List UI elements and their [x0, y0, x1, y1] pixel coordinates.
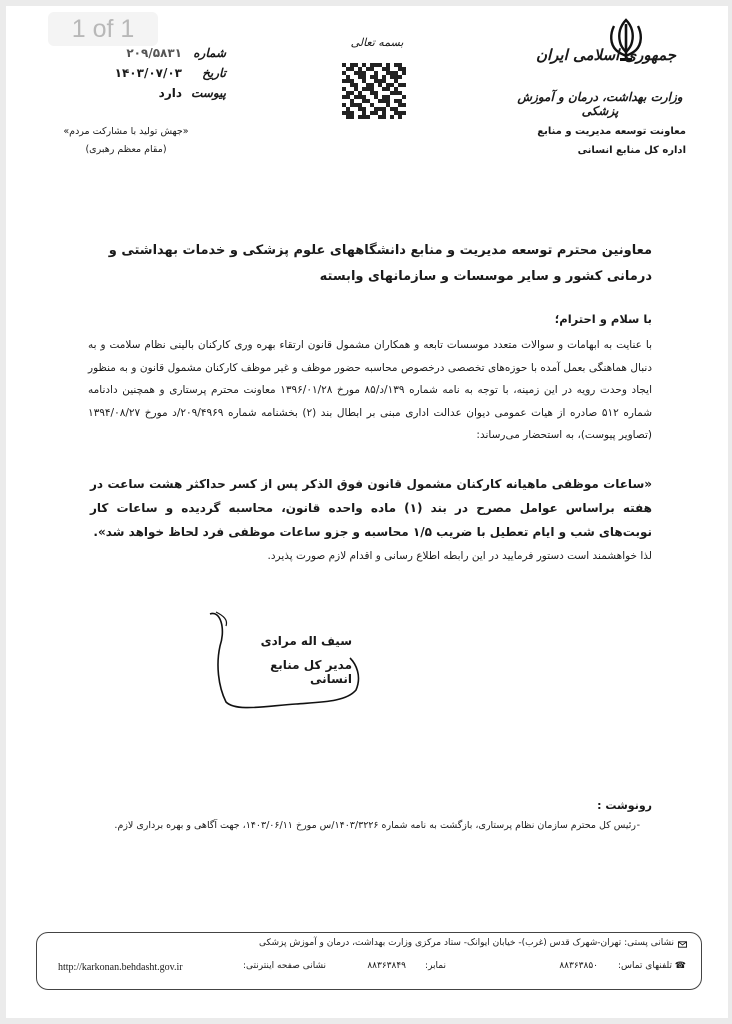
letter-recipient: معاونین محترم توسعه مدیریت و منابع دانشگاههای علوم پزشکی و خدمات بهداشتی و درمانی کشور و سایر موسسات و سازمانهای وابسته [108, 243, 652, 284]
footer-address: نشانی پستی: تهران-شهرک قدس (غرب)- خیابان ایوانک- ستاد مرکزی وزارت بهداشت، درمان و آموزش پزشکی [259, 938, 674, 948]
qr-code-icon [342, 63, 406, 119]
page-indicator: 1 of 1 [48, 12, 158, 46]
footer-website-link[interactable]: http://karkonan.behdasht.gov.ir [58, 962, 183, 973]
ministry-name: وزارت بهداشت، درمان و آموزش پزشکی [517, 90, 683, 118]
fax-label: نمابر: [425, 961, 446, 971]
phone-label: تلفنهای تماس: [617, 961, 672, 971]
body-paragraph-request: لذا خواهشمند است دستور فرمایید در این رابطه اطلاع رسانی و اقدام لازم صورت پذیرد. [267, 550, 652, 562]
salutation: با سلام و احترام؛ [554, 312, 652, 326]
letter-attachment-label: پیوست [191, 86, 226, 100]
letter-date-value: ۱۴۰۳/۰۷/۰۳ [114, 66, 182, 80]
letter-page [6, 6, 728, 1018]
fax-value: ۸۸۳۶۳۸۴۹ [367, 961, 406, 971]
letter-number-label: شماره [193, 46, 226, 60]
phone-value: ۸۸۳۶۳۸۵۰ [559, 961, 598, 971]
cc-bullet: - [636, 820, 640, 831]
cc-heading: رونوشت : [597, 799, 652, 812]
country-name: جمهوری اسلامی ایران [535, 46, 677, 64]
envelope-icon [678, 940, 687, 949]
slogan-source: (مقام معظم رهبری) [85, 144, 167, 155]
body-paragraph-1: با عنایت به ابهامات و سوالات متعدد موسسات تابعه و همکاران مشمول قانون ارتقاء بهره وری کارکنان بالینی نظام سلامت و به دنبال هماهنگی بعمل آمده با حوزه‌های تخصصی درخصوص محاسبه حضور موظف و غیر موظف کارکنان مشمول قانون و به منظور ایجاد وحدت رویه در این زمینه، با توجه به نامه شماره ۱۳۹/د/۸۵ مورخ ۱۳۹۶/۰۱/۲۸ معاونت محترم پرستاری و همچنین دادنامه شماره ۵۱۲ صادره از هیات عمومی دیوان عدالت اداری مبنی بر ابطال بند (۲) بخشنامه شماره ۲۰۹/۴۹۶۹/د مورخ ۱۳۹۴/۰۸/۲۷ (تصاویر پیوست)، به استحضار می‌رساند: [88, 339, 653, 442]
letter-number-value: ۲۰۹/۵۸۳۱ [126, 46, 182, 60]
signer-title: مدیر کل منابع انسانی [270, 658, 352, 686]
department-name: اداره کل منابع انسانی [577, 145, 686, 156]
body-paragraph-quoted-rule: «ساعات موظفی ماهیانه کارکنان مشمول قانون فوق الذکر پس از کسر حداکثر هشت ساعت در هفته براساس عوامل مصرح در بند (۱) ماده واحده قانون، محاسبه گردیده و ساعات کار نوبت‌های شب و ایام تعطیل با ضریب ۱/۵ محاسبه و جزو ساعات موظفی فرد لحاظ خواهد شد». [90, 477, 652, 539]
letter-number-row [66, 46, 226, 64]
deputy-name: معاونت توسعه مدیریت و منابع [537, 126, 686, 137]
website-label: نشانی صفحه اینترنتی: [243, 961, 326, 971]
signer-name: سیف اله مرادی [260, 634, 352, 648]
phone-icon: ☎ [674, 961, 686, 971]
letter-attachment-value: دارد [158, 86, 182, 100]
letter-date-row [66, 66, 226, 84]
letter-attachment-row [66, 86, 226, 104]
letter-date-label: تاریخ [202, 66, 226, 80]
slogan-text: «جهش تولید با مشارکت مردم» [63, 126, 189, 137]
bismillah-heading: بسمه تعالی [350, 36, 404, 49]
cc-recipient-line: رئیس کل محترم سازمان نظام پرستاری، بازگشت به نامه شماره ۱۴۰۳/۳۲۲۶/س مورخ ۱۴۰۳/۰۶/۱۱، جهت آگاهی و بهره برداری لازم. [114, 820, 636, 831]
